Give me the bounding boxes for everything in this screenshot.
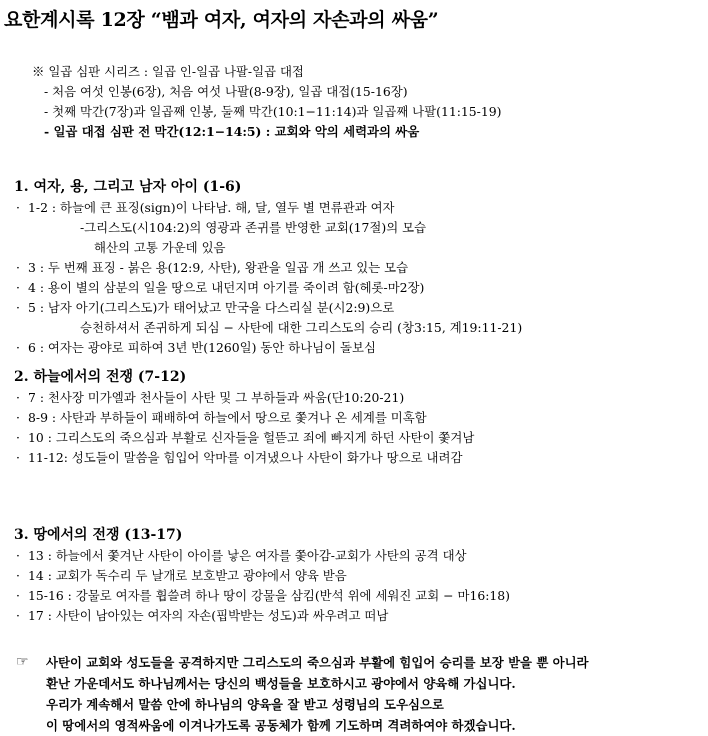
bullet: · <box>16 608 20 623</box>
item-text: 승천하셔서 존귀하게 되심 − 사탄에 대한 그리스도의 승리 (창3:15, 계19:11-21) <box>80 320 523 335</box>
bullet: · <box>16 340 20 355</box>
item-text: 7 : 천사장 미가엘과 천사들이 사탄 및 그 부하들과 싸움(단10:20-21) <box>28 390 405 405</box>
section-title: 2. 하늘에서의 전쟁 (7-12) <box>14 369 187 385</box>
list-item <box>14 238 241 258</box>
item-text: 11-12: 성도들이 말씀을 힘입어 악마를 이겨냈으나 사탄이 화가나 땅으로 내려감 <box>28 450 463 465</box>
intro-series: ※ 일곱 심판 시리즈 : 일곱 인-일곱 나팔-일곱 대접 <box>32 64 304 79</box>
item-text: 3 : 두 번째 표징 - 붉은 용(12:9, 사탄), 왕관을 일곱 개 쓰고 있는 모습 <box>28 260 409 275</box>
bullet: · <box>16 200 20 215</box>
conclusion-line: 사탄이 교회와 성도들을 공격하지만 그리스도의 죽으심과 부활에 힘입어 승리를 보장 받을 뿐 아니라 <box>46 655 589 670</box>
list-item <box>14 338 376 358</box>
list-item <box>14 298 395 318</box>
bullet: · <box>16 430 20 445</box>
pointing-hand-icon: ☞ <box>16 654 29 670</box>
intro-line: - 처음 여섯 인봉(6장), 처음 여섯 나팔(8-9장), 일곱 대접(15-16장) <box>44 84 408 99</box>
bullet: · <box>16 390 20 405</box>
item-text: 1-2 : 하늘에 큰 표징(sign)이 나타남. 해, 달, 열두 별 면류관과 여자 <box>28 200 395 215</box>
bullet: · <box>16 260 20 275</box>
section-title: 3. 땅에서의 전쟁 (13-17) <box>14 527 183 543</box>
list-item <box>14 218 427 238</box>
section-3 <box>14 524 510 626</box>
bullet: · <box>16 588 20 603</box>
list-item <box>14 546 467 566</box>
item-text: 14 : 교회가 독수리 두 날개로 보호받고 광야에서 양육 받음 <box>28 568 347 583</box>
list-item <box>14 606 389 626</box>
bullet: · <box>16 280 20 295</box>
item-text: 4 : 용이 별의 삼분의 일을 땅으로 내던지며 아기를 죽이려 함(헤롯-마2장) <box>28 280 425 295</box>
section-title: 1. 여자, 용, 그리고 남자 아이 (1-6) <box>14 179 242 195</box>
intro-bold-line: - 일곱 대접 심판 전 막간(12:1−14:5) : 교회와 악의 세력과의 싸움 <box>44 124 420 139</box>
list-item <box>14 278 425 298</box>
list-item <box>14 408 427 428</box>
list-item <box>14 428 475 448</box>
list-item <box>14 258 409 278</box>
list-item <box>14 448 463 468</box>
section-2 <box>14 366 475 468</box>
bullet: · <box>16 300 20 315</box>
list-item <box>14 318 523 338</box>
bullet: · <box>16 450 20 465</box>
item-text: 10 : 그리스도의 죽으심과 부활로 신자들을 헐뜯고 죄에 빠지게 하던 사탄이 쫓겨남 <box>28 430 475 445</box>
item-text: 17 : 사탄이 남아있는 여자의 자손(핍박받는 성도)과 싸우려고 떠남 <box>28 608 389 623</box>
list-item <box>14 566 347 586</box>
bullet: · <box>16 410 20 425</box>
conclusion-line: 우리가 계속해서 말씀 안에 하나님의 양육을 잘 받고 성령님의 도우심으로 <box>46 697 444 712</box>
bullet: · <box>16 548 20 563</box>
item-text: 5 : 남자 아기(그리스도)가 태어났고 만국을 다스리실 분(시2:9)으로 <box>28 300 395 315</box>
list-item <box>14 586 510 606</box>
item-text: 해산의 고통 가운데 있음 <box>94 240 226 255</box>
list-item <box>14 388 405 408</box>
intro-block <box>32 62 501 142</box>
item-text: 13 : 하늘에서 쫓겨난 사탄이 아이를 낳은 여자를 쫓아감-교회가 사탄의 공격 대상 <box>28 548 467 563</box>
item-text: 6 : 여자는 광야로 피하여 3년 반(1260일) 동안 하나님이 돌보심 <box>28 340 376 355</box>
bullet: · <box>16 568 20 583</box>
conclusion-line: 환난 가운데서도 하나님께서는 당신의 백성들을 보호하시고 광야에서 양육해 가십니다. <box>46 676 516 691</box>
item-text: 15-16 : 강물로 여자를 휩쓸려 하나 땅이 강물을 삼킴(반석 위에 세워진 교회 − 마16:18) <box>28 588 510 603</box>
section-1 <box>14 176 523 358</box>
item-text: 8-9 : 사탄과 부하들이 패배하여 하늘에서 땅으로 쫓겨나 온 세계를 미혹함 <box>28 410 427 425</box>
intro-line: - 첫째 막간(7장)과 일곱째 인봉, 둘째 막간(10:1−11:14)과 일곱째 나팔(11:15-19) <box>44 104 502 119</box>
list-item <box>14 198 395 218</box>
conclusion-line: 이 땅에서의 영적싸움에 이겨나가도록 공동체가 함께 기도하며 격려하여야 하겠습니다. <box>46 718 516 733</box>
page-title: 요한계시록 12장 “뱀과 여자, 여자의 자손과의 싸움” <box>4 9 439 31</box>
item-text: -그리스도(시104:2)의 영광과 존귀를 반영한 교회(17절)의 모습 <box>80 220 427 235</box>
